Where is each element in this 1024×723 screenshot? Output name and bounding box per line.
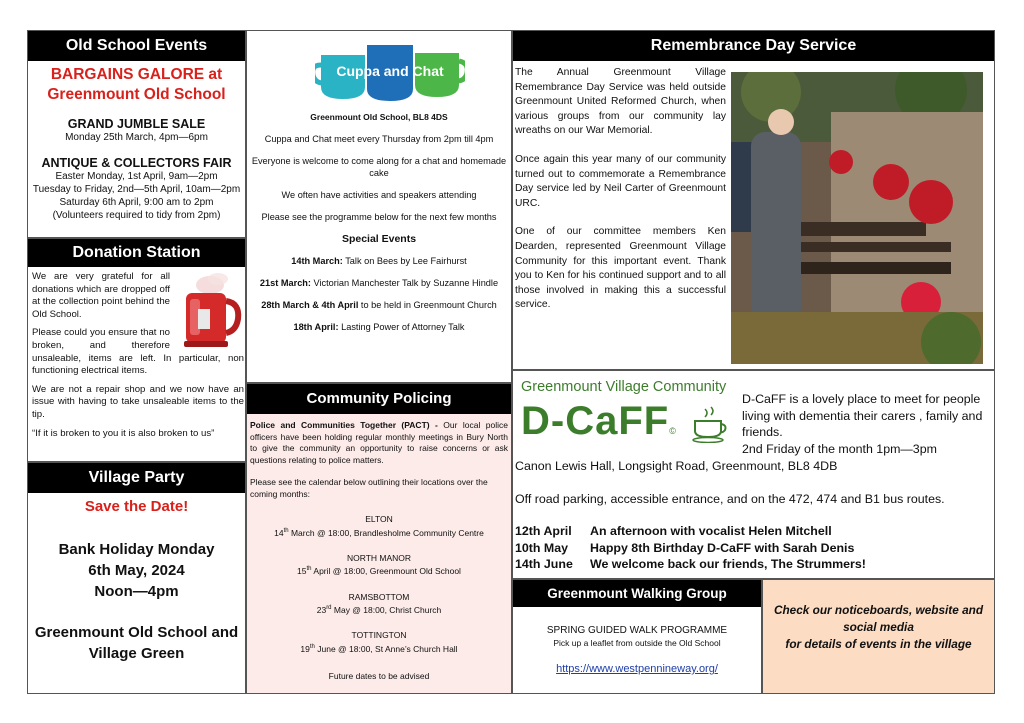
cuppa-paragraph: Please see the programme below for the next few months [261, 212, 497, 222]
notice-line: for details of events in the village [785, 637, 972, 651]
red-kettle-icon [174, 271, 244, 351]
notice-line: social media [843, 620, 914, 634]
dcaff-schedule: 2nd Friday of the month 1pm—3pm [742, 441, 937, 456]
donation-station-panel [27, 238, 246, 462]
jumble-sale-title: GRAND JUMBLE SALE [67, 117, 206, 131]
village-party-header: Village Party [28, 463, 245, 493]
policing-future-note: Future dates to be advised [328, 671, 430, 682]
dcaff-logo: D-CaFF© [521, 399, 676, 443]
remembrance-header: Remembrance Day Service [513, 31, 994, 61]
community-policing-panel [246, 383, 512, 694]
remembrance-paragraph: The Annual Greenmount Village Remembrance Day Service was held outside Greenmount United Reformed Church, when various groups from our community lay wreaths on our War Memorial. [515, 67, 726, 137]
dcaff-event-item: 10th May Happy 8th Birthday D-CaFF with Sarah Denis [515, 540, 855, 555]
party-venue-line: Village Green [88, 645, 185, 662]
donation-paragraph: We are not a repair shop and we now have an issue with having to take unsaleable items to the tip. [32, 383, 244, 420]
special-events-title: Special Events [341, 233, 417, 245]
walking-group-panel [512, 579, 762, 694]
antique-fair-line: (Volunteers required to tidy from 2pm) [52, 210, 221, 221]
donation-quote: “If it is broken to you it is also broken to us” [32, 427, 215, 439]
jumble-sale-date: Monday 25th March, 4pm—6pm [65, 132, 208, 143]
dcaff-address: Canon Lewis Hall, Longsight Road, Greenmount, BL8 4DB [515, 459, 838, 473]
cuppa-address: Greenmount Old School, BL8 4DS [310, 112, 448, 122]
dcaff-event-item: 14th June We welcome back our friends, The Strummers! [515, 557, 866, 571]
dcaff-org-name: Greenmount Village Community [521, 379, 727, 395]
cuppa-paragraph: Cuppa and Chat meet every Thursday from 2pm till 4pm [264, 134, 494, 144]
antique-fair-line: Saturday 6th April, 9:00 am to 2pm [59, 197, 214, 208]
dcaff-description: D-CaFF is a lovely place to meet for people living with dementia their carers , family and friends. [742, 392, 983, 439]
antique-fair-line: Tuesday to Friday, 2nd—5th April, 10am—2pm [32, 184, 241, 195]
walking-group-header: Greenmount Walking Group [513, 580, 761, 607]
cuppa-paragraph: We often have activities and speakers attending [281, 190, 477, 200]
save-the-date: Save the Date! [84, 498, 189, 515]
police-location-detail: 23rd May @ 18:00, Christ Church [316, 604, 442, 615]
party-time-line: Noon—4pm [94, 583, 179, 600]
remembrance-paragraph: Once again this year many of our community turned out to commemorate a Remembrance Day service led by Neil Carter of Greenmount URC. [515, 153, 726, 209]
police-location-name: TOTTINGTON [351, 630, 407, 641]
remembrance-paragraph: One of our committee members Ken Dearden, represented Greenmount Village Community for this important event. Thank you to Ken for his continued support and to all those involved in making this a successful service. [515, 226, 726, 311]
policing-intro: Police and Communities Together (PACT) - Our local police officers have been holding regular monthly meetings in Bury North to give the community an opportunity to raise concerns or ask questions relating to police matters. [250, 420, 508, 465]
dcaff-event-item: 12th April An afternoon with vocalist Helen Mitchell [515, 524, 832, 538]
dcaff-access: Off road parking, accessible entrance, and on the 472, 474 and B1 bus routes. [515, 492, 945, 506]
walk-programme-subtitle: Pick up a leaflet from outside the Old School [553, 638, 721, 648]
old-school-events-header: Old School Events [28, 31, 245, 61]
dcaff-panel [512, 370, 995, 579]
bargains-line-2: Greenmount Old School [47, 86, 226, 103]
bargains-line-1: BARGAINS GALORE at [50, 66, 223, 83]
police-location-detail: 15th April @ 18:00, Greenmount Old School [297, 566, 461, 577]
policing-calendar-note: Please see the calendar below outlining their locations over the coming months: [250, 477, 488, 499]
party-venue-line: Greenmount Old School and [34, 624, 239, 641]
cuppa-paragraph: Everyone is welcome to come along for a chat and homemade cake [251, 156, 507, 178]
antique-fair-title: ANTIQUE & COLLECTORS FAIR [41, 156, 232, 170]
village-party-panel [27, 462, 246, 694]
party-date-line: 6th May, 2024 [88, 562, 185, 579]
donation-station-header: Donation Station [28, 239, 245, 267]
special-event-item: 21st March: Victorian Manchester Talk by Suzanne Hindle [259, 278, 499, 288]
police-location-name: RAMSBOTTOM [348, 591, 410, 602]
dcaff-cup-icon [691, 405, 729, 443]
cuppa-and-chat-panel [246, 30, 512, 383]
police-location-name: NORTH MANOR [346, 552, 412, 563]
donation-paragraph: We are very grateful for all donations which are dropped off at the collection point behind the Old School. [32, 271, 170, 320]
old-school-events-panel [27, 30, 246, 238]
cuppa-logo-text: Cuppa and Chat [336, 63, 444, 79]
police-location-name: ELTON [365, 514, 393, 524]
special-event-item: 18th April: Lasting Power of Attorney Talk [293, 322, 465, 332]
remembrance-photo [731, 72, 983, 364]
party-date-line: Bank Holiday Monday [58, 541, 215, 558]
notice-line: Check our noticeboards, website and [773, 603, 984, 617]
walk-website-link[interactable]: https://www.westpennineway.org/ [556, 663, 718, 675]
police-location-detail: 19th June @ 18:00, St Anne’s Church Hall [300, 643, 458, 654]
notice-panel [762, 579, 995, 694]
cuppa-cups-icon [315, 41, 465, 103]
donation-paragraph: Please could you ensure that no broken, and therefore unsaleable, items are left. In particular, non functioning electrical items. [32, 327, 244, 377]
remembrance-panel [512, 30, 995, 370]
special-event-item: 14th March: Talk on Bees by Lee Fairhurst [291, 256, 467, 266]
walk-programme-title: SPRING GUIDED WALK PROGRAMME [546, 625, 728, 636]
police-location-detail: 14th March @ 18:00, Brandlesholme Community Centre [274, 527, 484, 538]
special-event-item: 28th March & 4th April to be held in Greenmount Church [261, 300, 497, 310]
antique-fair-line: Easter Monday, 1st April, 9am—2pm [55, 171, 218, 182]
community-policing-header: Community Policing [247, 384, 511, 414]
